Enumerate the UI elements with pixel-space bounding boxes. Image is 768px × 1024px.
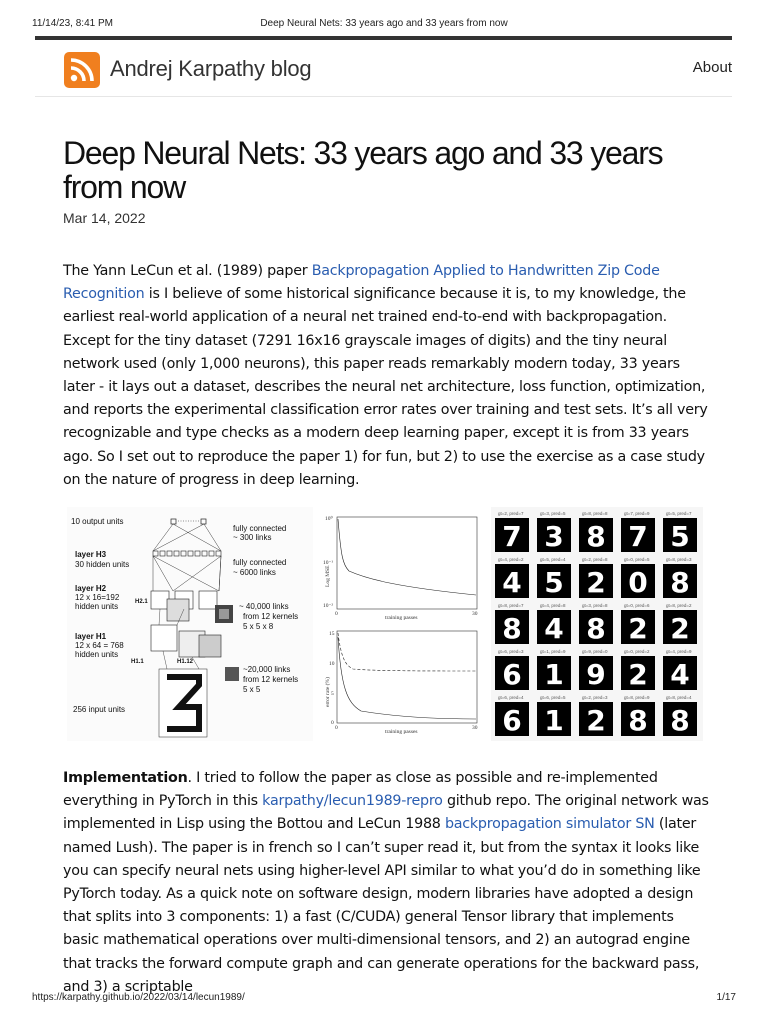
mse-ylabel: Log MSE [325, 565, 331, 587]
digit-glyph: 6 [502, 704, 522, 737]
fc-lines [153, 524, 221, 591]
arch-h2-sub1: 12 x 16=192 [75, 593, 120, 602]
training-curves [317, 507, 483, 741]
digit-glyph: 9 [586, 658, 606, 691]
arch-h2-label: layer H2 [75, 584, 107, 593]
arch-k1b: from 12 kernels [243, 675, 299, 684]
digit-glyph: 8 [586, 612, 606, 645]
nav-about-link[interactable]: About [692, 59, 732, 76]
digit-glyph: 2 [586, 704, 606, 737]
implementation-paragraph [63, 767, 713, 999]
intro-paragraph [63, 260, 713, 492]
print-url: https://karpathy.github.io/2022/03/14/lecun1989/ [32, 992, 245, 1003]
digit-glyph: 3 [544, 520, 564, 553]
arch-h3-sub: 30 hidden units [75, 560, 130, 569]
impl-text-3: (later named Lush). The paper is in french so I can’t super read it, but from the syntax it looks like you can specify neural nets using higher-level API similar to what you’d do in something like PyTorch today. As a quick note on software design, modern libraries have adopted a design that splits into 3 components: 1) a fast (C/CUDA) general Tensor library that implements basic mathematical operations over multi-dimensional tensors, and 2) an autograd engine that tracks the forward compute graph and can generate operations for the backward pass, and 3) a scriptable [63, 816, 701, 995]
repo-link[interactable]: karpathy/lecun1989-repro [262, 793, 443, 810]
implementation-heading: Implementation [63, 770, 188, 786]
digit-label: gt=1, pred=9 [540, 649, 566, 654]
digit-label: gt=4, pred=8 [540, 603, 566, 608]
intro-text-2: is I believe of some historical significance because it is, to my knowledge, the earliest real-world application of a neural net trained end-to-end with backpropagation. Except for the tiny dataset (7291 16x16 grayscale images of digits) and the tiny neural network used (only 1,000 neurons), this paper reads remarkably modern today, 33 years later - it lays out a dataset, describes the neural net architecture, loss function, optimization, and reports the experimental classification error rates over training and test sets. It’s all very recognizable and type checks as a modern deep learning paper, except it is from 33 years ago. So I set out to reproduce the paper 1) for fun, but 2) to use the exercise as a case study on the nature of progress in deep learning. [63, 286, 708, 488]
error-ytick-4: 0 [331, 720, 334, 726]
error-ylabel: error rate (%) [325, 677, 331, 707]
digit-label: gt=2, pred=7 [498, 511, 524, 516]
digit-glyph: 8 [502, 612, 522, 645]
digit-label: gt=2, pred=8 [582, 557, 608, 562]
misclassified-digits-grid [491, 507, 703, 741]
digit-glyph: 7 [502, 520, 522, 553]
arch-k2a: ~ 40,000 links [239, 602, 289, 611]
impl-text-1: . I tried to follow the paper as close as possible and re-implemented everything in PyTorch in this [63, 770, 658, 810]
digit-glyph: 1 [544, 704, 564, 737]
paper-figure [67, 507, 703, 741]
output-units [171, 519, 206, 524]
digit-label: gt=9, pred=0 [582, 649, 608, 654]
arch-h3-label: layer H3 [75, 550, 107, 559]
digit-glyph: 4 [502, 566, 522, 599]
arch-h11: H1.1 [131, 659, 144, 665]
arch-k2b: from 12 kernels [243, 612, 299, 621]
digit-glyph: 2 [670, 612, 690, 645]
arch-input-label: 256 input units [73, 705, 126, 714]
x-ticks [335, 611, 478, 731]
arch-h1-label: layer H1 [75, 632, 107, 641]
mse-ytick-1: 10⁰ [325, 516, 333, 522]
digit-label: gt=4, pred=2 [498, 557, 524, 562]
digit-glyph: 0 [628, 566, 648, 599]
arch-k1c: 5 x 5 [243, 685, 261, 694]
mse-plot [323, 515, 477, 621]
architecture-diagram [67, 507, 313, 741]
digit-label: gt=8, pred=4 [666, 695, 692, 700]
digit-glyph: 1 [544, 658, 564, 691]
error-ytick-1: 15 [329, 631, 335, 637]
digit-glyph: 4 [544, 612, 564, 645]
digit-label: gt=3, pred=8 [582, 603, 608, 608]
top-rule [35, 36, 732, 40]
digit-label: gt=4, pred=9 [666, 649, 692, 654]
digit-glyph: 4 [670, 658, 690, 691]
digit-label: gt=8, pred=7 [498, 603, 524, 608]
intro-text-1: The Yann LeCun et al. (1989) paper [63, 263, 312, 279]
error-ytick-2: 10 [329, 661, 335, 667]
print-timestamp: 11/14/23, 8:41 PM [32, 18, 113, 29]
kernel-block-1 [225, 667, 239, 681]
arch-h2-sub2: hidden units [75, 602, 119, 611]
digit-label: gt=8, pred=9 [624, 695, 650, 700]
xtick-0b: 0 [335, 725, 338, 731]
xtick-30: 30 [472, 611, 478, 617]
arch-h1-sub2: hidden units [75, 650, 119, 659]
h3-units [153, 551, 221, 556]
rss-icon[interactable] [64, 52, 100, 88]
mse-ytick-3: 10⁻² [323, 603, 334, 609]
h1-maps [151, 625, 221, 657]
digit-glyph: 2 [628, 658, 648, 691]
digit-glyph: 8 [670, 566, 690, 599]
xtick-0: 0 [335, 611, 338, 617]
digit-label: gt=6, pred=3 [498, 649, 524, 654]
arch-h21: H2.1 [135, 599, 148, 605]
error-xlabel: training passes [385, 729, 418, 735]
error-ytick-3: 5 [331, 691, 334, 697]
arch-h1-sub1: 12 x 64 = 768 [75, 641, 124, 650]
post-date: Mar 14, 2022 [63, 210, 146, 226]
digit-label: gt=0, pred=6 [624, 603, 650, 608]
digit-label: gt=6, pred=5 [540, 695, 566, 700]
digit-label: gt=6, pred=4 [498, 695, 524, 700]
xtick-30b: 30 [472, 725, 478, 731]
print-page-number: 1/17 [716, 992, 736, 1003]
digit-glyph: 2 [586, 566, 606, 599]
kernel-block-2 [215, 605, 233, 623]
arch-fc2a: fully connected [233, 558, 287, 567]
digit-label: gt=8, pred=2 [666, 603, 692, 608]
arch-fc1b: ~ 300 links [233, 533, 272, 542]
mse-ytick-2: 10⁻¹ [323, 560, 334, 566]
digit-glyph: 7 [628, 520, 648, 553]
digit-label: gt=3, pred=5 [540, 511, 566, 516]
digit-glyph: 8 [586, 520, 606, 553]
h2-maps [151, 591, 217, 621]
arch-fc2b: ~ 6000 links [233, 568, 276, 577]
arch-output-label: 10 output units [71, 517, 124, 526]
site-header [35, 48, 732, 97]
digit-label: gt=5, pred=7 [666, 511, 692, 516]
digit-label: gt=0, pred=2 [624, 649, 650, 654]
arch-h112: H1.12 [177, 659, 194, 665]
digit-glyph: 5 [544, 566, 564, 599]
digit-label: gt=7, pred=9 [624, 511, 650, 516]
print-header [32, 18, 736, 32]
arch-fc1a: fully connected [233, 524, 287, 533]
digit-label: gt=8, pred=3 [666, 557, 692, 562]
digit-label: gt=5, pred=4 [540, 557, 566, 562]
sn-simulator-link[interactable]: backpropagation simulator SN [444, 816, 655, 833]
mse-xlabel: training passes [385, 615, 418, 621]
digit-glyph: 6 [502, 658, 522, 691]
print-page-title: Deep Neural Nets: 33 years ago and 33 years from now [260, 18, 508, 29]
digit-glyph: 5 [670, 520, 690, 553]
arch-k1a: ~20,000 links [243, 665, 291, 674]
digit-glyph: 2 [628, 612, 648, 645]
site-title-link[interactable]: Andrej Karpathy blog [110, 56, 312, 81]
paper-link[interactable]: Backpropagation Applied to Handwritten Zip Code Recognition [63, 263, 660, 303]
post-title: Deep Neural Nets: 33 years ago and 33 years from now [63, 135, 663, 205]
input-grid [159, 669, 207, 737]
error-plot [324, 631, 477, 735]
digit-label: gt=2, pred=3 [582, 695, 608, 700]
digit-label: gt=0, pred=5 [624, 557, 650, 562]
digit-glyph: 8 [670, 704, 690, 737]
impl-text-2: github repo. The original network was implemented in Lisp using the Bottou and LeCun 1988 [63, 793, 709, 833]
arch-k2c: 5 x 5 x 8 [243, 622, 274, 631]
digit-label: gt=8, pred=8 [582, 511, 608, 516]
digit-glyph: 8 [628, 704, 648, 737]
